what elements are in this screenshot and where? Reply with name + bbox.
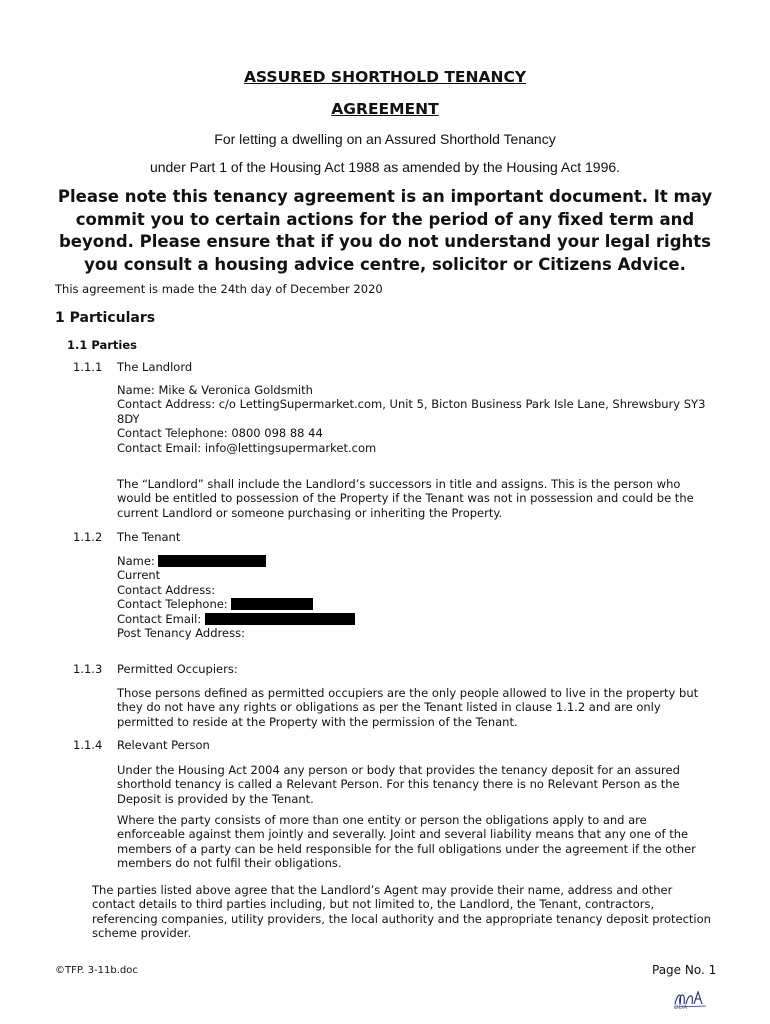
page-number: Page No. 1 — [652, 963, 717, 977]
tenant-name-label: Name: — [117, 554, 155, 568]
redaction-bar — [205, 613, 355, 625]
important-warning: Please note this tenancy agreement is an important document. It may commit you to certain actions for the period of any fixed term and beyond. Please ensure that if you do not understand your legal rights you consult a housing advice centre, solicitor or Citizens Advice. — [57, 187, 713, 274]
document-title-2: AGREEMENT — [331, 100, 439, 118]
tenant-email-label: Contact Email: — [117, 611, 202, 626]
tenant-phone-row — [117, 597, 717, 611]
occupiers-text: Those persons defined as permitted occupiers are the only people allowed to live in the property but they do not have any rights or obligations as per the Tenant listed in clause 1.1.2 and are only permitted to reside at the Property with the permission of the Tenant. — [117, 686, 699, 729]
agent-disclosure-text: The parties listed above agree that the Landlord’s Agent may provide their name, address and other contact details to third parties including, but not limited to, the Landlord, the Tenant, contractors, referencing companies, utility providers, the local authority and the appropriate tenancy deposit protection scheme provider. — [92, 883, 711, 941]
clause-label-relevant-person: Relevant Person — [117, 738, 210, 752]
section-heading-particulars: 1 Particulars — [55, 310, 156, 326]
clause-number: 1.1.2 — [73, 530, 103, 544]
subtitle-line-2: under Part 1 of the Housing Act 1988 as amended by the Housing Act 1996. — [149, 159, 621, 175]
landlord-address: Contact Address: c/o LettingSupermarket.com, Unit 5, Bicton Business Park Isle Lane, Shrewsbury SY3 8DY — [117, 397, 706, 426]
clause-label-tenant: The Tenant — [117, 530, 181, 544]
relevant-person-text: Under the Housing Act 2004 any person or body that provides the tenancy deposit for an assured shorthold tenancy is called a Relevant Person. For this tenancy there is no Relevant Person as the Deposit is provided by the Tenant. — [117, 763, 680, 806]
tenant-details — [117, 554, 717, 640]
subsection-heading-parties: 1.1 Parties — [67, 338, 138, 352]
landlord-details — [117, 383, 717, 455]
footer-doc-ref: ©TFP. 3-11b.doc — [55, 965, 138, 976]
document-title: ASSURED SHORTHOLD TENANCY — [243, 68, 527, 86]
subtitle-line-1: For letting a dwelling on an Assured Shorthold Tenancy — [214, 131, 556, 147]
agreement-date: This agreement is made the 24th day of December 2020 — [55, 282, 383, 296]
landlord-email: Contact Email: info@lettingsupermarket.com — [117, 440, 377, 455]
clause-number: 1.1.1 — [73, 360, 103, 374]
redaction-bar — [158, 555, 266, 567]
signature-caption: DDA — [674, 1004, 688, 1011]
tenant-post-address: Post Tenancy Address: — [117, 626, 245, 641]
clause-label-occupiers: Permitted Occupiers: — [117, 662, 238, 676]
clause-label-landlord: The Landlord — [117, 360, 193, 374]
tenant-name-row — [117, 554, 717, 568]
joint-liability-text: Where the party consists of more than one entity or person the obligations apply to and are enforceable against them jointly and severally. Joint and several liability means that any one of the members of a party can be held responsible for the full obligations under the agreement if the other members do not fulfil their obligations. — [117, 813, 696, 871]
tenant-current: Current — [117, 568, 161, 583]
clause-number: 1.1.3 — [73, 662, 103, 676]
landlord-definition: The “Landlord” shall include the Landlord’s successors in title and assigns. This is the person who would be entitled to possession of the Property if the Tenant was not in possession and could be the current Landlord or someone purchasing or inheriting the Property. — [117, 477, 694, 520]
clause-number: 1.1.4 — [73, 738, 103, 752]
landlord-phone: Contact Telephone: 0800 098 88 44 — [117, 426, 323, 441]
redaction-bar — [231, 598, 313, 610]
landlord-name: Name: Mike & Veronica Goldsmith — [117, 383, 313, 397]
tenant-phone-label: Contact Telephone: — [117, 597, 228, 612]
tenant-address: Contact Address: — [117, 582, 216, 597]
tenant-email-row — [117, 612, 717, 626]
